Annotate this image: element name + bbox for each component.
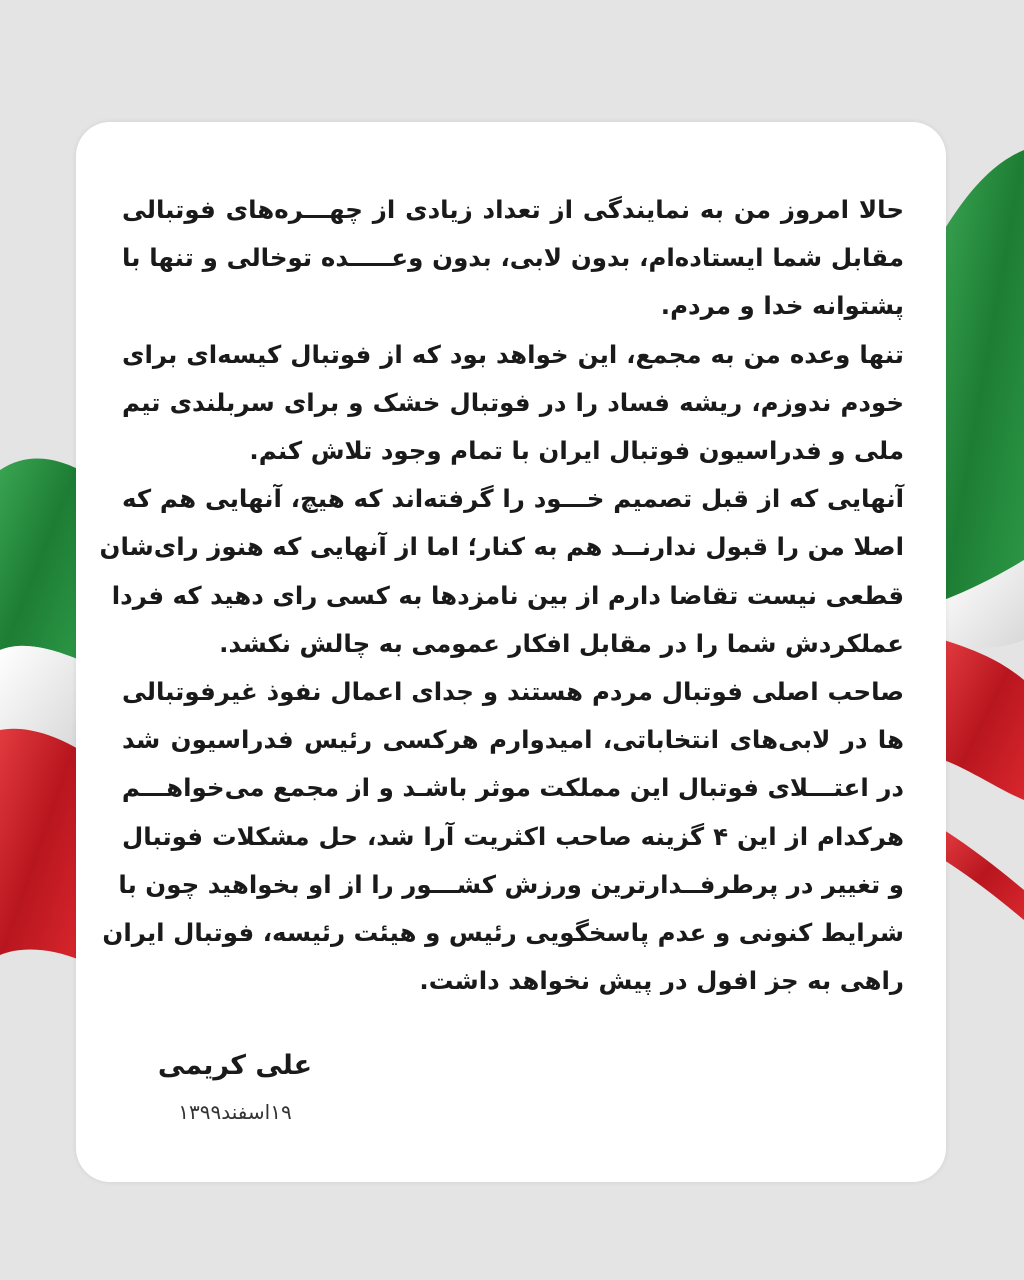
statement-line: پشتوانه خدا و مردم. (660, 291, 904, 321)
signature-block (150, 1040, 320, 1132)
statement-line: آنهایی که از قبل تصمیم خـــود را گرفته‌اند که هیچ، آنهایی هم که (122, 484, 904, 514)
statement-line: ملی و فدراسیون فوتبال ایران با تمام وجود تلاش کنم. (249, 436, 904, 466)
left-flag-red (0, 729, 80, 960)
right-flag-red (944, 640, 1024, 920)
statement-line: اصلا من را قبول ندارنــد هم به کنار؛ اما از آنهایی که هنوز رای‌شان (99, 532, 904, 562)
left-flag-green (0, 458, 80, 660)
statement-line: و تغییر در پرطرفــدارترین ورزش کشـــور را از او بخواهید چون با (118, 869, 904, 899)
statement-line: تنها وعده من به مجمع، این خواهد بود که از فوتبال کیسه‌ای برای (122, 339, 904, 369)
statement-line: هرکدام از این ۴ گزینه صاحب اکثریت آرا شد، حل مشکلات فوتبال (122, 821, 905, 851)
statement-line: در اعتـــلای فوتبال این مملکت موثر باشـد و از مجمع می‌خواهـــم (121, 773, 904, 803)
statement-line: قطعی نیست تقاضا دارم از بین نامزدها به کسی رای دهید که فردا (111, 580, 904, 610)
right-flag-green (944, 150, 1024, 600)
statement-line: شرایط کنونی و عدم پاسخگویی رئیس و هیئت رئیسه، فوتبال ایران (102, 918, 904, 948)
statement-line: مقابل شما ایستاده‌ام، بدون لابی، بدون وعـــــده توخالی و تنها با (122, 243, 904, 273)
statement-line: خودم ندوزم، ریشه فساد را در فوتبال خشک و برای سربلندی تیم (122, 387, 904, 417)
statement-line: راهی به جز افول در پیش نخواهد داشت. (419, 966, 904, 996)
statement-line: حالا امروز من به نمایندگی از تعداد زیادی از چهـــره‌های فوتبالی (122, 195, 904, 224)
statement-line: ها در لابی‌های انتخاباتی، امیدوارم هرکسی رئیس فدراسیون شد (122, 725, 904, 755)
statement-line: عملکردش شما را در مقابل افکار عمومی به چالش نکشد. (219, 628, 904, 658)
statement-line: صاحب اصلی فوتبال مردم هستند و جدای اعمال نفوذ غیرفوتبالی (122, 677, 904, 707)
signature-date: ۱۹اسفند۱۳۹۹ (178, 1100, 292, 1124)
signature-name: علی کریمی (157, 1050, 313, 1081)
statement-text (99, 186, 905, 1005)
